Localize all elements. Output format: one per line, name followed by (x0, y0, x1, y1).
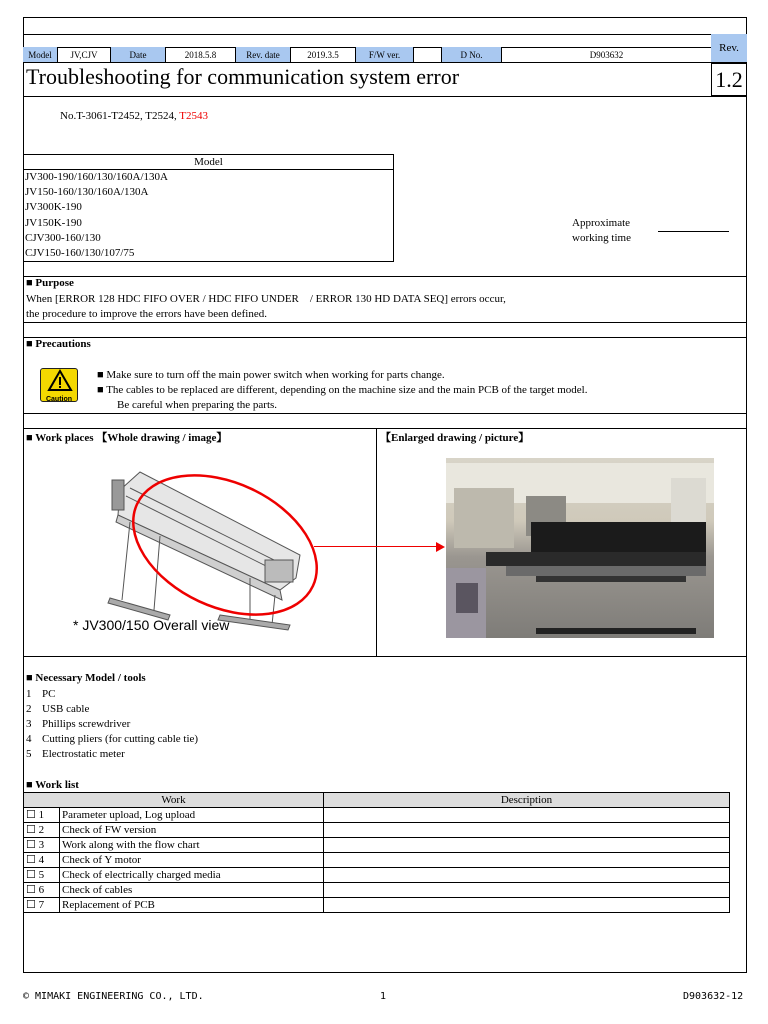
caution-icon (40, 368, 78, 402)
divider (23, 276, 747, 277)
tool-number: 5 (26, 748, 32, 760)
tool-number: 1 (26, 688, 32, 700)
model-table (23, 154, 394, 262)
work-cell: Check of electrically charged media (60, 868, 324, 883)
divider (23, 337, 747, 338)
model-row: JV300K-190 (25, 201, 82, 214)
tool-text: PC (42, 688, 56, 700)
approx-time-blank (658, 231, 729, 232)
divider (23, 34, 747, 35)
table-row (24, 853, 730, 868)
model-table-header: Model (24, 155, 393, 170)
checkbox-cell[interactable]: ☐ 3 (24, 838, 60, 853)
precaution-item: ■ The cables to be replaced are different, depending on the machine size and the main PCB of the target model. (97, 384, 588, 396)
description-cell (324, 823, 730, 838)
doc-number-red: T2543 (179, 110, 209, 122)
approx-line2: working time (572, 232, 631, 244)
tool-item (26, 702, 198, 717)
model-row: JV150-160/130/160A/130A (25, 186, 149, 199)
work-cell: Check of Y motor (60, 853, 324, 868)
date-label: Date (111, 47, 166, 62)
checkbox-cell[interactable]: ☐ 1 (24, 808, 60, 823)
table-row (24, 808, 730, 823)
doc-number (60, 109, 208, 124)
divider (23, 413, 747, 414)
worklist-table (23, 792, 730, 913)
description-cell (324, 898, 730, 913)
date-value: 2018.5.8 (166, 47, 236, 62)
model-label: Model (23, 47, 58, 62)
work-cell: Replacement of PCB (60, 898, 324, 913)
divider (23, 656, 747, 657)
printer-drawing (100, 460, 340, 640)
worklist-col-description: Description (324, 793, 730, 808)
caution-label: Caution (45, 396, 73, 403)
divider (23, 62, 747, 63)
checkbox-cell[interactable]: ☐ 5 (24, 868, 60, 883)
dno-value: D903632 (589, 49, 624, 60)
precaution-item: Be careful when preparing the parts. (117, 399, 278, 411)
page-title: Troubleshooting for communication system error (26, 64, 460, 89)
tools-heading: ■ Necessary Model / tools (26, 672, 146, 684)
worklist-col-work: Work (24, 793, 324, 808)
model-value: JV,CJV (58, 47, 111, 62)
copyright: © MIMAKI ENGINEERING CO., LTD. (23, 991, 204, 1002)
fw-value (414, 47, 442, 62)
table-row (24, 883, 730, 898)
description-cell (324, 808, 730, 823)
tool-text: Electrostatic meter (42, 748, 125, 760)
table-row (24, 898, 730, 913)
model-row: JV150K-190 (25, 216, 82, 229)
purpose-line1: When [ERROR 128 HDC FIFO OVER / HDC FIFO UNDER / ERROR 130 HD DATA SEQ] errors occur, (26, 293, 506, 305)
overall-view-caption: * JV300/150 Overall view (73, 617, 230, 633)
work-cell: Parameter upload, Log upload (60, 808, 324, 823)
worklist-heading: ■ Work list (26, 779, 79, 791)
tool-number: 4 (26, 733, 32, 745)
tool-item (26, 717, 198, 732)
description-cell (324, 868, 730, 883)
divider (23, 322, 747, 323)
tool-item (26, 747, 198, 762)
tool-item (26, 732, 198, 747)
dno-label: D No. (442, 47, 502, 62)
doc-id: D903632-12 (683, 991, 744, 1002)
checkbox-cell[interactable]: ☐ 2 (24, 823, 60, 838)
checkbox-cell[interactable]: ☐ 4 (24, 853, 60, 868)
work-cell: Work along with the flow chart (60, 838, 324, 853)
purpose-heading: ■ Purpose (26, 277, 74, 289)
precaution-item: ■ Make sure to turn off the main power switch when working for parts change. (97, 369, 445, 381)
model-row: CJV300-160/130 (25, 231, 101, 244)
table-row (24, 823, 730, 838)
table-row (24, 838, 730, 853)
tool-number: 3 (26, 718, 32, 730)
approx-line1: Approximate (572, 217, 631, 229)
page-number: 1 (380, 991, 387, 1002)
rev-number: 1.2 (711, 62, 747, 96)
table-row (24, 868, 730, 883)
approx-time-label (572, 216, 631, 246)
arrow-line (314, 546, 438, 547)
tools-list (26, 687, 198, 762)
model-row: CJV150-160/130/107/75 (25, 247, 135, 260)
tool-text: Phillips screwdriver (42, 718, 131, 730)
enlarged-heading: 【Enlarged drawing / picture】 (380, 432, 530, 444)
tool-text: USB cable (42, 703, 90, 715)
warning-triangle-icon (41, 369, 79, 393)
doc-number-prefix: No.T-3061-T2452, T2524, (60, 110, 180, 122)
model-row: JV300-190/160/130/160A/130A (25, 171, 168, 183)
work-cell: Check of FW version (60, 823, 324, 838)
divider (376, 428, 377, 656)
rev-label: Rev. (711, 34, 747, 62)
checkbox-cell[interactable]: ☐ 6 (24, 883, 60, 898)
fw-label: F/W ver. (356, 47, 414, 62)
worklist-header-row (24, 793, 730, 808)
tool-item (26, 687, 198, 702)
work-cell: Check of cables (60, 883, 324, 898)
description-cell (324, 883, 730, 898)
tool-text: Cutting pliers (for cutting cable tie) (42, 733, 199, 745)
description-cell (324, 853, 730, 868)
tool-number: 2 (26, 703, 32, 715)
printer-photo (446, 458, 714, 638)
rev-date-label: Rev. date (236, 47, 291, 62)
rev-date-value: 2019.3.5 (291, 47, 356, 62)
checkbox-cell[interactable]: ☐ 7 (24, 898, 60, 913)
description-cell (324, 838, 730, 853)
divider (23, 96, 747, 97)
purpose-line2: the procedure to improve the errors have been defined. (26, 308, 267, 320)
work-places-heading: ■ Work places 【Whole drawing / image】 (26, 432, 228, 444)
precautions-heading: ■ Precautions (26, 338, 91, 350)
arrow-head-icon (436, 542, 445, 552)
